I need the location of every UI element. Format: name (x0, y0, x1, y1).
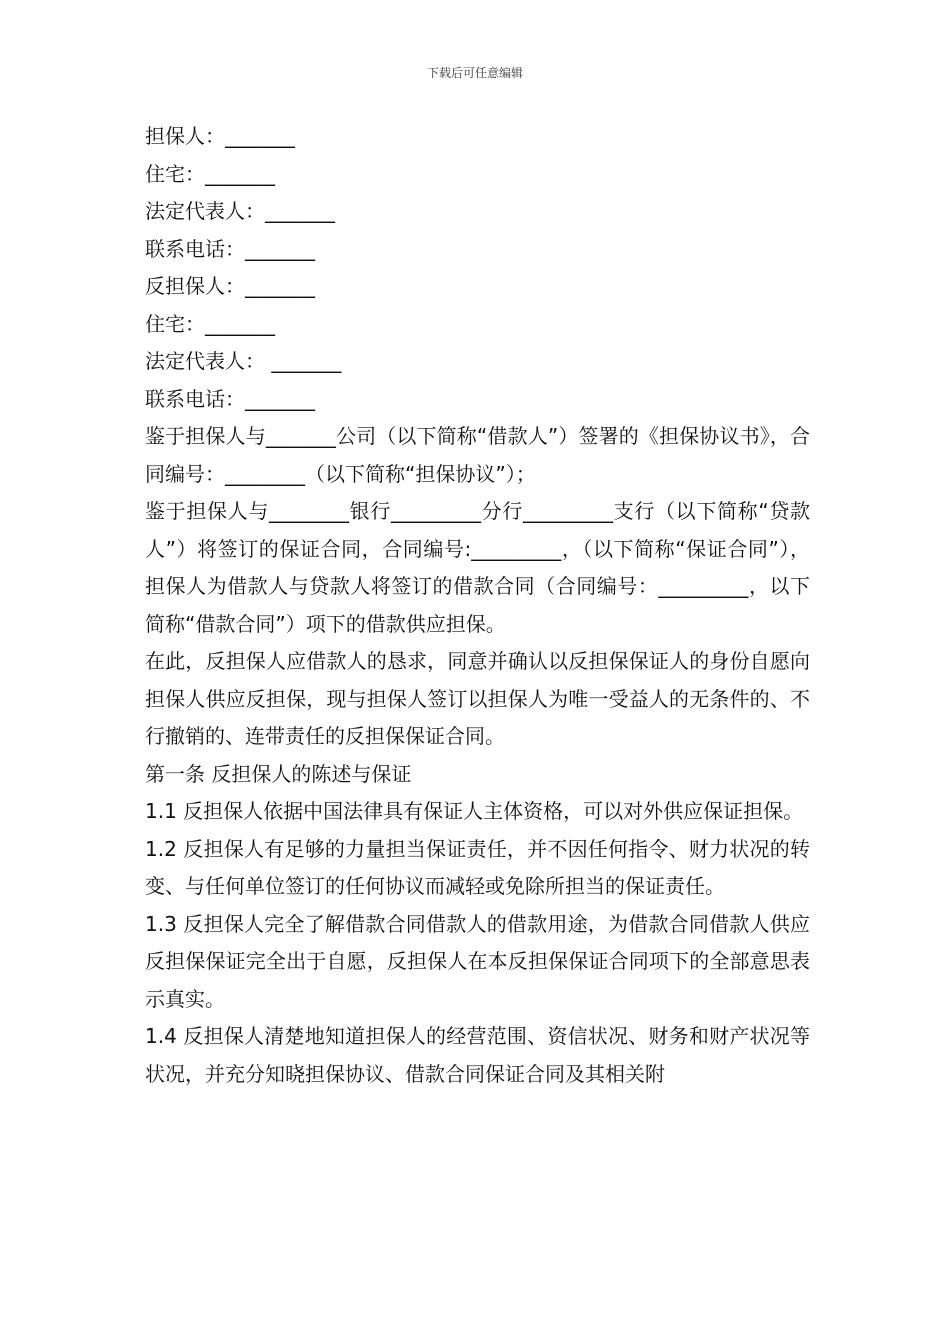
blank-line: _______ (205, 311, 275, 336)
field-guarantor-legal-rep: 法定代表人：_______ (145, 199, 335, 223)
field-counter-guarantor: 反担保人：_______ (145, 274, 315, 298)
blank-line: _______ (265, 199, 335, 223)
blank-line: _________ (391, 499, 481, 523)
field-counter-guarantor-legal-rep: 法定代表人： _______ (145, 349, 342, 373)
clause-1-1: 1.1 反担保人依据中国法律具有保证人主体资格，可以对外供应保证担保。 (145, 799, 804, 823)
blank-line: ________ (225, 461, 305, 486)
clause-1-4: 1.4 反担保人清楚地知道担保人的经营范围、资信状况、财务和财产状况等状况，并充分知晓担保协议、借款合同保证合同及其相关附 (145, 1024, 810, 1086)
field-guarantor-address: 住宅：_______ (145, 161, 275, 186)
blank-line: _______ (245, 386, 315, 411)
clause-1-3: 1.3 反担保人完全了解借款合同借款人的借款用途，为借款合同借款人供应反担保保证完全出于自愿，反担保人在本反担保保证合同项下的全部意思表示真实。 (145, 911, 810, 1011)
blank-line: _________ (658, 574, 749, 598)
article-1-heading: 第一条 反担保人的陈述与保证 (145, 761, 412, 786)
blank-line: _______ (245, 236, 315, 261)
blank-line: _______ (265, 424, 336, 448)
field-guarantor: 担保人：_______ (145, 124, 295, 148)
contract-body (145, 118, 810, 1093)
recital-paragraph-1: 鉴于担保人与_______公司（以下简称“借款人”）签署的《担保协议书》，合同编号：________（以下简称“担保协议”）； (145, 424, 810, 486)
field-guarantor-phone: 联系电话：_______ (145, 236, 315, 261)
blank-line: _______ (271, 349, 342, 373)
blank-line: _______ (205, 161, 275, 186)
blank-line: ________ (269, 499, 349, 523)
blank-line: _________ (523, 499, 613, 523)
field-counter-guarantor-address: 住宅：_______ (145, 311, 275, 336)
clause-1-2: 1.2 反担保人有足够的力量担当保证责任，并不因任何指令、财力状况的转变、与任何单位签订的任何协议而减轻或免除所担当的保证责任。 (145, 836, 810, 898)
blank-line: _______ (225, 124, 295, 148)
page-header-note: 下载后可任意编辑 (426, 66, 523, 80)
blank-line: _______ (245, 274, 315, 298)
blank-line: _________ (471, 536, 562, 561)
field-counter-guarantor-phone: 联系电话：_______ (145, 386, 315, 411)
recital-paragraph-3: 在此，反担保人应借款人的恳求，同意并确认以反担保保证人的身份自愿向担保人供应反担保，现与担保人签订以担保人为唯一受益人的无条件的、不行撤销的、连带责任的反担保保证合同。 (145, 649, 810, 748)
recital-paragraph-2: 鉴于担保人与________银行_________分行_________支行（以下简称“贷款人”）将签订的保证合同，合同编号:_________，（以下简称“保证合同”），担保人为借款人与贷款人将签订的借款合同（合同编号：_________，以下简称“借款合同”）项下的借款供应担保。 (145, 499, 811, 636)
